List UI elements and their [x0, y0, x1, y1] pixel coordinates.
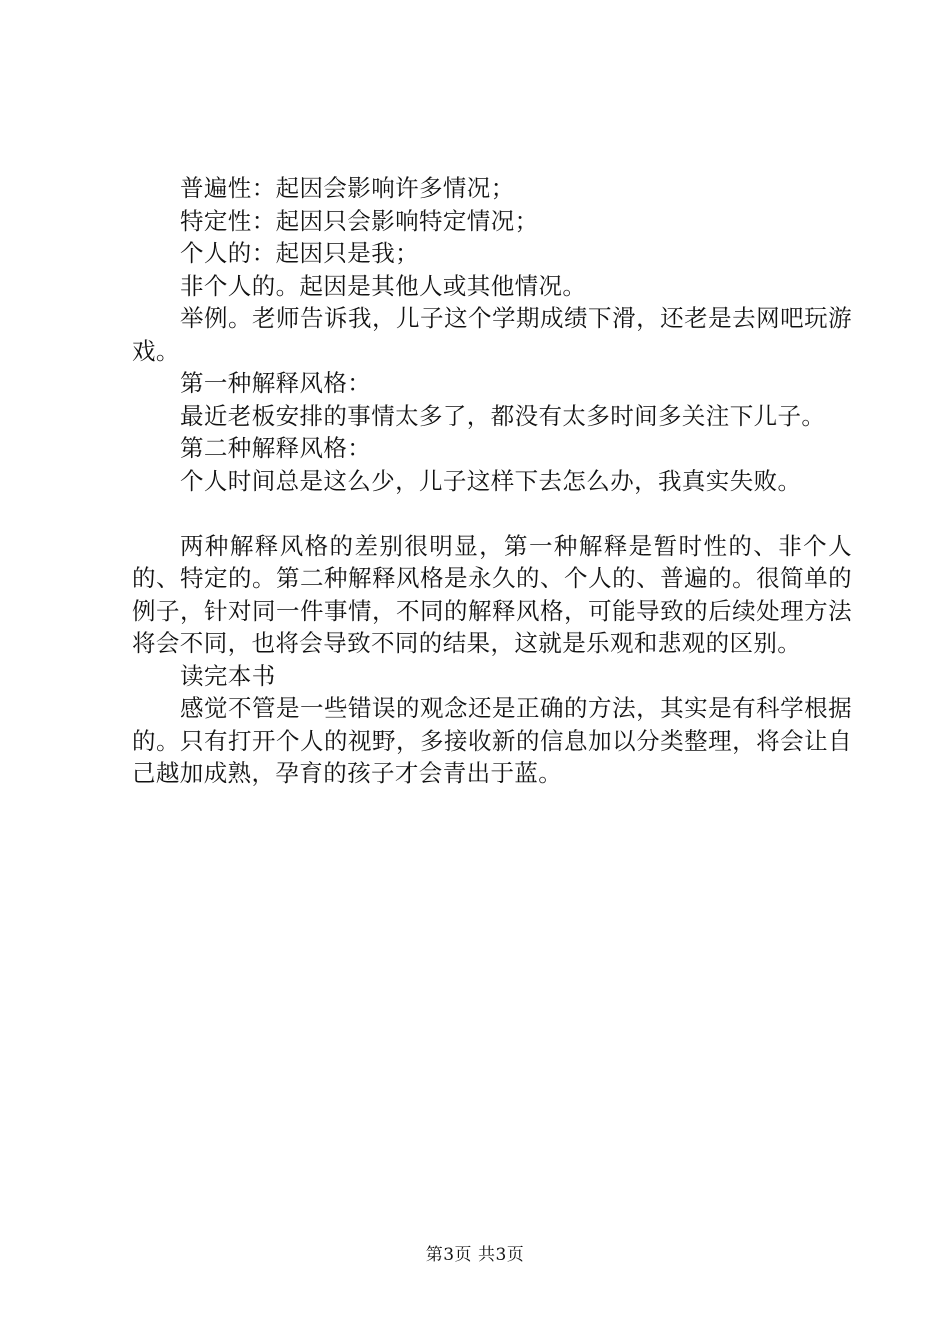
paragraph-universality: 普遍性：起因会影响许多情况；	[180, 174, 515, 202]
page-footer: 第3页 共3页	[425, 1245, 525, 1265]
paragraph-after-reading: 读完本书	[180, 661, 276, 690]
paragraph-impersonal: 非个人的。起因是其他人或其他情况。	[180, 271, 587, 300]
paragraph-style-one-text: 最近老板安排的事情太多了，都没有太多时间多关注下儿子。	[180, 401, 826, 430]
paragraph-style-one-heading: 第一种解释风格：	[180, 369, 372, 397]
paragraph-style-two-text: 个人时间总是这么少，儿子这样下去怎么办，我真实失败。	[180, 466, 802, 495]
paragraph-comparison: 两种解释风格的差别很明显，第一种解释是暂时性的、非个人的、特定的。第二种解释风格是永久的、个人的、普遍的。很简单的例子，针对同一件事情，不同的解释风格，可能导致的后续处理方法将会不同，也将会导致不同的结果，这就是乐观和悲观的区别。	[132, 531, 852, 657]
blank-line	[132, 497, 852, 530]
paragraph-personal: 个人的：起因只是我；	[180, 239, 419, 267]
paragraph-conclusion: 感觉不管是一些错误的观念还是正确的方法，其实是有科学根据的。只有打开个人的视野，多接收新的信息加以分类整理，将会让自己越加成熟，孕育的孩子才会青出于蓝。	[132, 694, 852, 787]
paragraph-specificity: 特定性：起因只会影响特定情况；	[180, 206, 539, 235]
paragraph-example: 举例。老师告诉我，儿子这个学期成绩下滑，还老是去网吧玩游戏。	[132, 304, 852, 365]
paragraph-style-two-heading: 第二种解释风格：	[180, 434, 372, 462]
document-body	[132, 172, 852, 790]
